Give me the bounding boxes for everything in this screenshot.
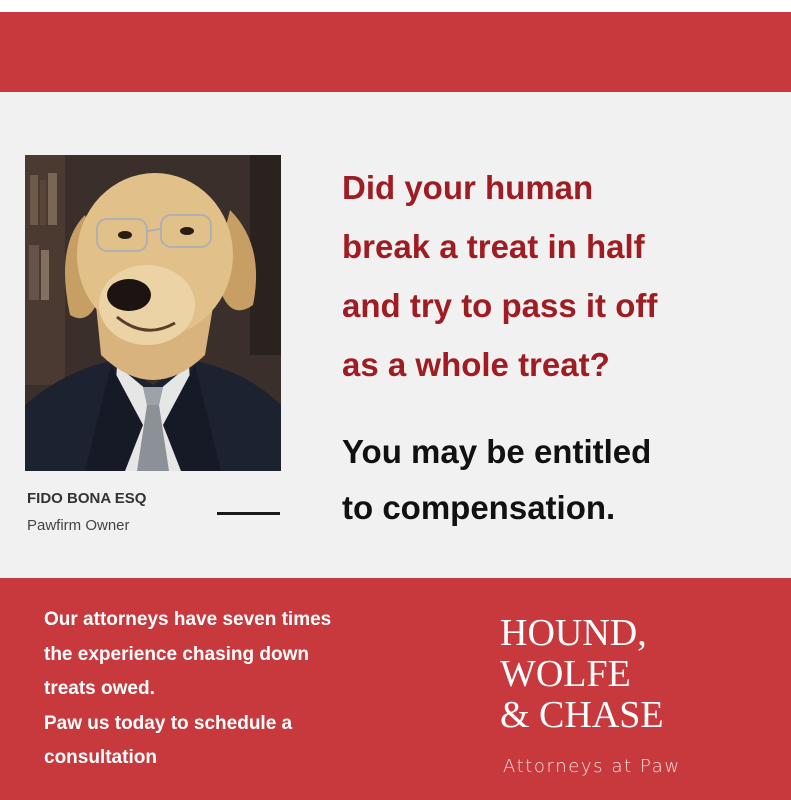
firm-name-line: WOLFE <box>500 653 631 695</box>
question-line: as a whole treat? <box>342 346 610 383</box>
firm-logo-name <box>500 613 664 736</box>
question-line: Did your human <box>342 169 594 206</box>
question-line: break a treat in half <box>342 228 645 265</box>
description-line: the experience chasing down <box>44 643 310 665</box>
compensation-line: You may be entitled <box>342 433 652 470</box>
description-line: Paw us today to schedule a <box>44 712 293 734</box>
signature-line <box>217 512 280 515</box>
compensation-statement <box>342 424 762 536</box>
attorney-title: Pawfirm Owner <box>27 517 130 534</box>
attorney-name: FIDO BONA ESQ <box>27 490 147 507</box>
firm-tagline: Attorneys at Paw <box>503 756 681 777</box>
dog-lawyer-portrait <box>25 155 281 471</box>
firm-name-line: HOUND, <box>500 612 647 654</box>
firm-description <box>44 603 464 776</box>
headline-question <box>342 158 762 394</box>
top-color-band <box>0 12 791 92</box>
question-line: and try to pass it off <box>342 287 658 324</box>
firm-name-line: & CHASE <box>500 694 664 736</box>
description-line: Our attorneys have seven times <box>44 609 332 630</box>
portrait-illustration <box>25 155 281 471</box>
description-line: treats owed. <box>44 678 155 699</box>
compensation-line: to compensation. <box>342 489 616 526</box>
description-line: consultation <box>44 747 157 768</box>
